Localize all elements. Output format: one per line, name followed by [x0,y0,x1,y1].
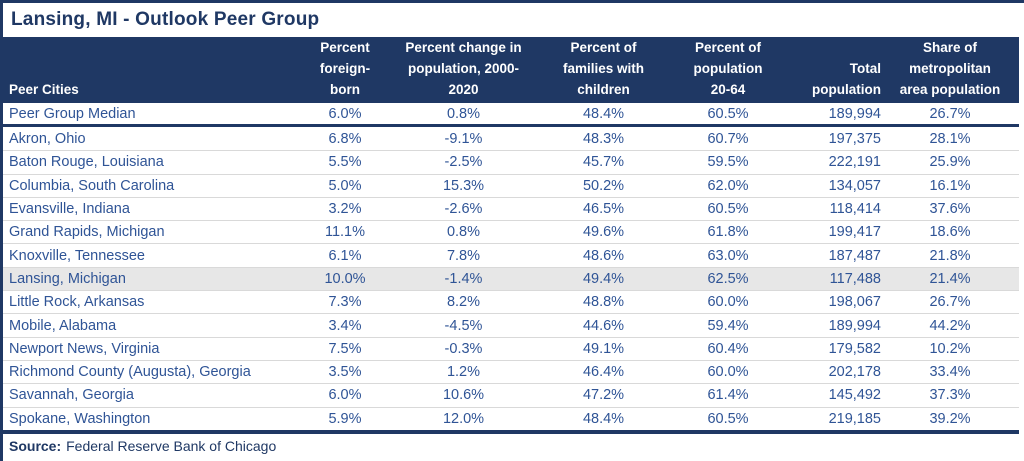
cell-value: 117,488 [829,270,881,287]
cell-value: 48.4% [582,410,625,427]
table-body [3,127,1019,430]
cell-value: 8.2% [446,294,481,311]
cell-value: 145,492 [828,387,881,404]
cell-value: 11.1% [324,224,366,241]
cell-value: 48.8% [582,294,625,311]
cell-city: Little Rock, Arkansas [9,294,145,311]
cell-value: -4.5% [444,317,483,334]
cell-value: -1.4% [444,270,483,287]
table-row [3,337,1019,360]
cell-value: 12.0% [442,410,485,427]
table-row [3,220,1019,243]
cell-city: Columbia, South Carolina [9,177,175,194]
cell-value: 48.4% [582,105,625,122]
cell-value: 61.4% [707,387,749,404]
cell-value: 197,375 [828,130,881,147]
table-row [3,267,1019,290]
column-header-percent-change-population: Percent change in population, 2000- 2020 [405,40,522,97]
table-row [3,243,1019,266]
cell-city: Newport News, Virginia [9,340,160,357]
cell-value: 189,994 [828,105,881,122]
cell-value: 199,417 [828,224,881,241]
cell-value: 15.3% [442,177,485,194]
median-row [3,103,1019,127]
cell-value: 48.3% [582,130,625,147]
cell-value: 60.5% [707,201,749,218]
table-row [3,174,1019,197]
cell-value: 50.2% [582,177,625,194]
cell-value: 7.3% [328,294,362,311]
cell-value: -2.6% [444,201,483,218]
cell-value: 0.8% [446,105,481,122]
table-row [3,197,1019,220]
table-row [3,313,1019,336]
cell-city: Richmond County (Augusta), Georgia [9,364,251,381]
cell-city: Lansing, Michigan [9,270,126,287]
cell-city: Knoxville, Tennessee [9,247,145,264]
cell-value: 60.0% [707,294,749,311]
table-row [3,383,1019,406]
column-header-peer-cities: Peer Cities [9,82,79,97]
cell-value: 49.4% [582,270,625,287]
cell-value: 62.0% [707,177,749,194]
cell-value: -2.5% [444,154,483,171]
cell-value: 5.5% [328,154,362,171]
column-header-total-population: Total population [812,61,881,97]
title-band [3,3,1024,37]
cell-city: Baton Rouge, Louisiana [9,154,164,171]
cell-value: 49.6% [582,224,625,241]
cell-value: 219,185 [828,410,881,427]
cell-value: 59.5% [707,154,749,171]
source-label: Source: [9,437,62,454]
table-row [3,360,1019,383]
cell-value: 25.9% [929,154,971,171]
cell-value: 189,994 [828,317,881,334]
cell-value: 118,414 [829,201,881,218]
cell-value: 33.4% [929,364,971,381]
cell-value: 26.7% [929,105,971,122]
cell-value: 28.1% [929,130,971,147]
cell-value: 21.8% [929,247,971,264]
cell-city: Spokane, Washington [9,410,151,427]
cell-value: 5.9% [328,410,362,427]
cell-value: 62.5% [707,270,749,287]
cell-value: 7.8% [446,247,481,264]
cell-value: 46.5% [582,201,625,218]
cell-value: 10.0% [324,270,366,287]
cell-city: Evansville, Indiana [9,201,130,218]
cell-value: 60.5% [707,105,749,122]
table-row [3,290,1019,313]
cell-city: Mobile, Alabama [9,317,117,334]
cell-value: 39.2% [929,410,971,427]
cell-value: 45.7% [582,154,625,171]
cell-city: Grand Rapids, Michigan [9,224,165,241]
cell-value: 47.2% [582,387,625,404]
table-row [3,407,1019,430]
page-title: Lansing, MI - Outlook Peer Group [11,9,320,30]
cell-value: 49.1% [582,340,625,357]
cell-value: 26.7% [929,294,971,311]
cell-value: 6.8% [328,130,362,147]
source-line [3,434,1024,458]
table-row [3,150,1019,173]
cell-value: 60.4% [707,340,749,357]
cell-value: 222,191 [828,154,881,171]
cell-value: 1.2% [446,364,481,381]
cell-value: 3.5% [328,364,362,381]
cell-value: 179,582 [828,340,881,357]
cell-value: 198,067 [828,294,881,311]
cell-value: 37.6% [929,201,971,218]
cell-value: 5.0% [328,177,362,194]
column-header-percent-families-children: Percent of families with children [562,40,645,97]
cell-value: 202,178 [828,364,881,381]
cell-value: 3.4% [328,317,362,334]
cell-value: 21.4% [929,270,971,287]
cell-value: 10.2% [929,340,971,357]
cell-value: 60.0% [707,364,749,381]
cell-value: 61.8% [707,224,749,241]
cell-value: 6.0% [328,387,362,404]
cell-value: 63.0% [707,247,749,264]
cell-value: 60.5% [707,410,749,427]
cell-value: 59.4% [707,317,749,334]
cell-value: 60.7% [707,130,749,147]
cell-value: 44.2% [929,317,971,334]
cell-value: 134,057 [828,177,881,194]
cell-value: 37.3% [929,387,971,404]
cell-value: 46.4% [582,364,625,381]
source-text: Federal Reserve Bank of Chicago [66,437,277,454]
cell-value: -9.1% [444,130,483,147]
cell-city: Akron, Ohio [9,130,86,147]
cell-value: 3.2% [328,201,362,218]
cell-value: 187,487 [828,247,881,264]
column-header-percent-population-20-64: Percent of population 20-64 [693,40,763,97]
cell-value: 16.1% [929,177,971,194]
cell-city: Savannah, Georgia [9,387,134,404]
cell-value: 6.1% [328,247,362,264]
column-header-share-metro-population: Share of metropolitan area population [899,40,1001,97]
cell-city: Peer Group Median [9,105,136,122]
cell-value: 6.0% [328,105,362,122]
cell-value: 44.6% [582,317,625,334]
table-row [3,127,1019,150]
cell-value: 18.6% [929,224,971,241]
cell-value: 0.8% [446,224,481,241]
cell-value: 48.6% [582,247,625,264]
cell-value: 10.6% [442,387,485,404]
cell-value: 7.5% [328,340,362,357]
table-header [3,37,1019,103]
column-header-percent-foreign-born: Percent foreign- born [319,40,371,97]
cell-value: -0.3% [444,340,483,357]
